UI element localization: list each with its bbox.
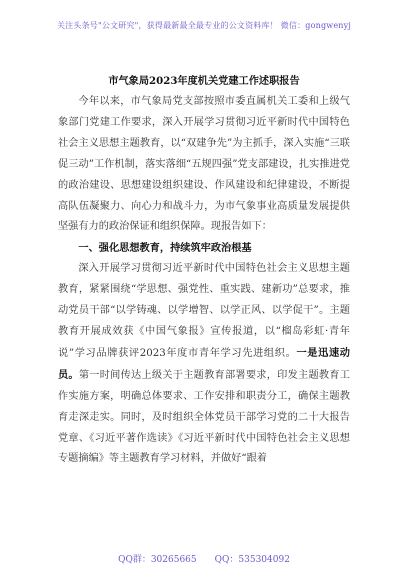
paragraph-text: 深入开展学习贯彻习近平新时代中国特色社会主义思想主题教育，紧紧围绕“学思想、强党性、重实践、建新功”总要求，推动党员干部“以学铸魂、以学增智、以学正风、以学促干”。主题教育开展成效获《中国气象报》宣传报道，以“榴岛彩虹·青年说”学习品牌获评2023年度市青年学习先进组织。: [58, 263, 350, 359]
paragraph-text-continued: 第一时间传达上级关于主题教育部署要求，印发主题教育工作实施方案，明确总体要求、工作安排和职责分工，确保主题教育走深走实。同时，及时组织全体党员干部学习党的二十大报告党章、《习近平著作选读》《习近平新时代中国特色社会主义思想专题摘编》等主题教育学习材料，并做好“跟着: [58, 369, 350, 465]
document-body: [58, 92, 350, 470]
footer: [0, 552, 408, 565]
footer-qq: QQ：535304092: [214, 555, 290, 565]
header-note: 关注头条号"公文研究"，获得最新最全最专业的公文资料库！ 微信：gongwenyj: [56, 21, 352, 30]
footer-qq-group: QQ群：30265665: [118, 555, 197, 565]
bold-lead: 一是迅速动员。: [58, 346, 350, 381]
page-title: 市气象局2023年度机关党建工作述职报告: [108, 75, 300, 87]
section-paragraph: [58, 259, 350, 470]
intro-paragraph: 今年以来，市气象局党支部按照市委直属机关工委和上级气象部门党建工作要求，深入开展学习贯彻习近平新时代中国特色社会主义思想主题教育，以“双建争先”为主抓手，深入实施“三联促三动”工作机制，落实落细“五规四强”党支部建设，扎实推进党的政治建设、思想建设组织建设、作风建设和纪律建设，不断提高队伍凝聚力、向心力和战斗力，为市气象事业高质量发展提供坚强有力的政治保证和组织保障。现报告如下：: [58, 96, 350, 233]
section-heading: 一、强化思想教育，持续筑牢政治根基: [78, 242, 252, 255]
